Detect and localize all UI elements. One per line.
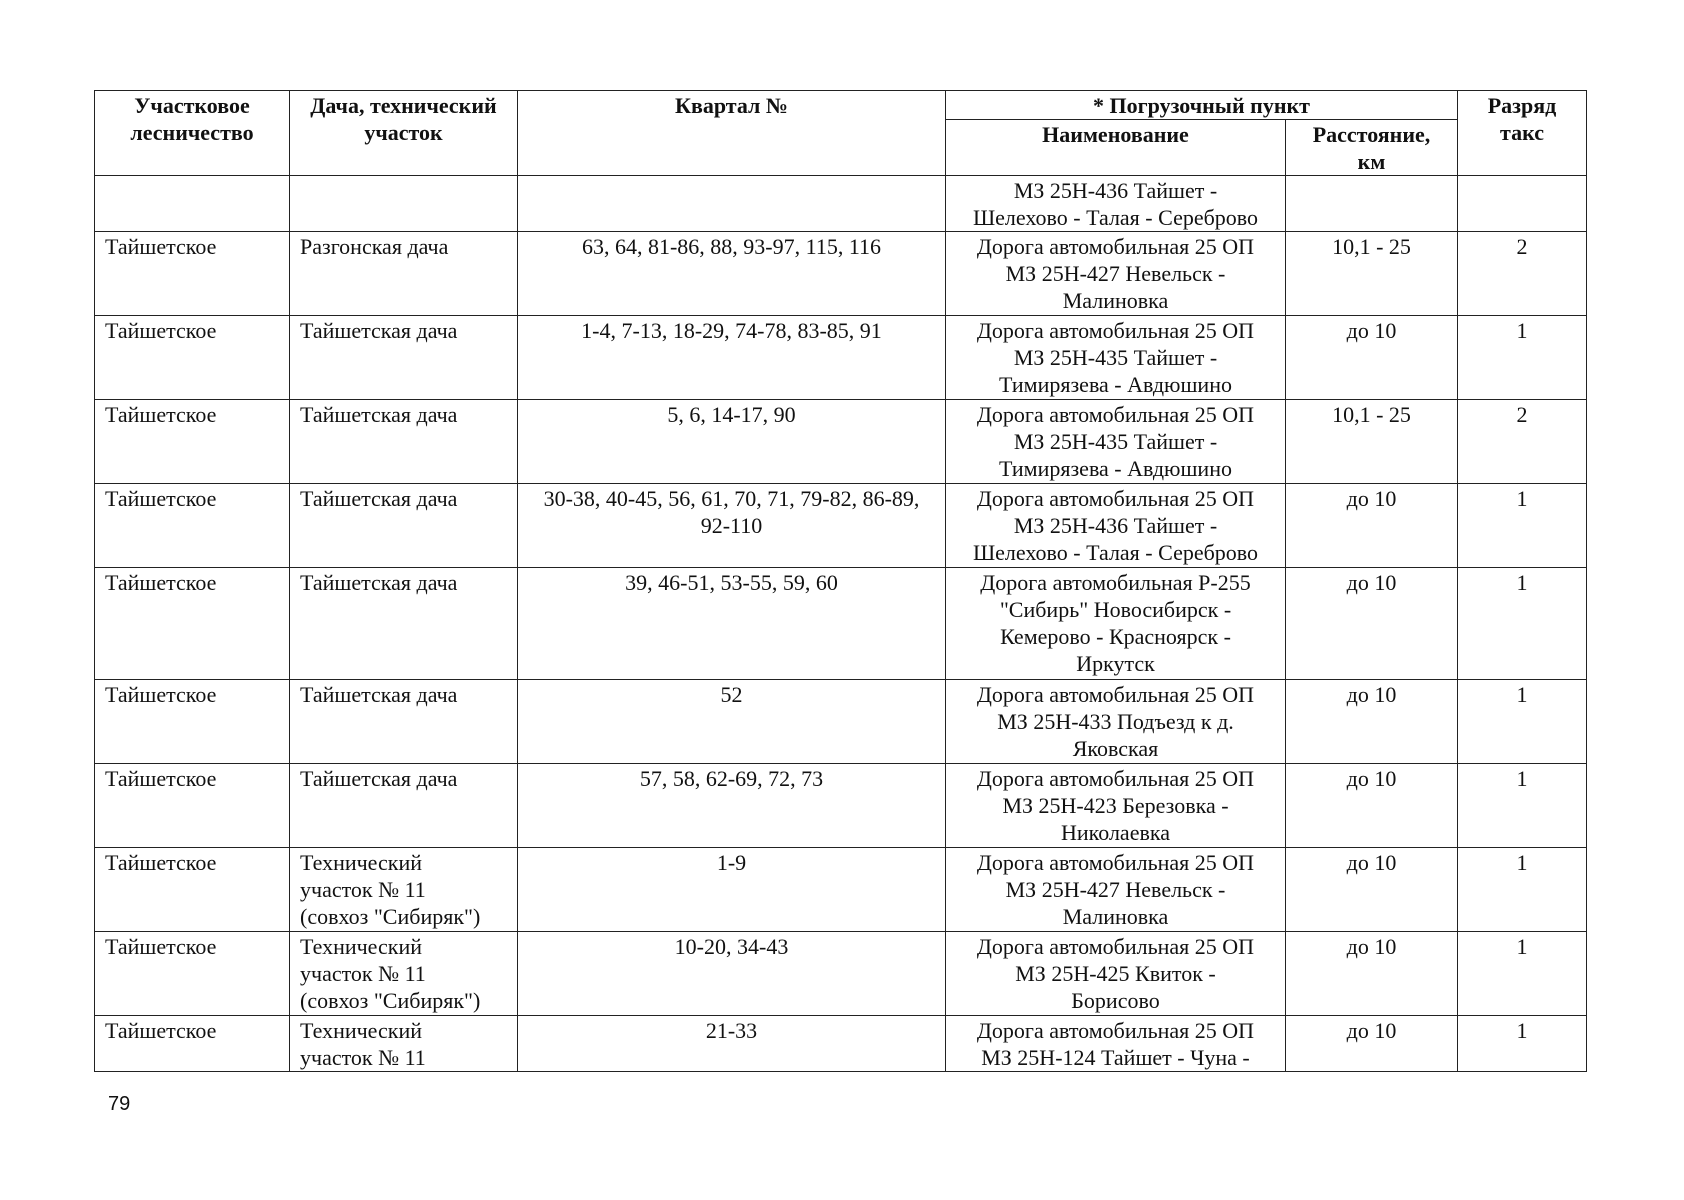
cell-name-line: Малиновка [1062,904,1169,929]
cell-name-line: МЗ 25Н-124 Тайшет - Чуна - [981,1045,1250,1070]
cell-dacha [290,484,518,568]
header-tax-class [1458,91,1587,176]
cell-distance: 10,1 - 25 [1286,400,1458,484]
cell-forestry: Тайшетское [95,1016,290,1072]
cell-dacha-line: Тайшетская дача [300,486,458,511]
header-tax-line: такс [1500,120,1544,145]
cell-kvartal: 39, 46-51, 53-55, 59, 60 [518,568,946,680]
cell-dacha-line: Тайшетская дача [300,766,458,791]
table-row [95,764,1587,848]
loading-points-table [94,90,1587,1072]
cell-kvartal: 1-9 [518,848,946,932]
cell-name [946,484,1286,568]
cell-dacha-line: Тайшетская дача [300,682,458,707]
cell-forestry: Тайшетское [95,568,290,680]
cell-name-line: Дорога автомобильная 25 ОП [976,486,1255,511]
header-distance-line: Расстояние, [1312,122,1431,147]
cell-name-line: МЗ 25Н-427 Невельск - [1005,877,1226,902]
table-row [95,848,1587,932]
cell-name-line: МЗ 25Н-435 Тайшет - [1013,429,1218,454]
cell-name [946,316,1286,400]
cell-forestry: Тайшетское [95,484,290,568]
cell-name-line: Кемерово - Красноярск - [1000,624,1231,649]
cell-name [946,176,1286,232]
table-body [95,176,1587,1072]
cell-name-line: Шелехово - Талая - Сереброво [972,540,1259,565]
cell-dacha [290,932,518,1016]
cell-name-line: Тимирязева - Авдюшино [999,372,1232,397]
cell-name [946,232,1286,316]
cell-dacha-line: участок № 11 [300,961,426,986]
cell-tax-class: 2 [1458,400,1587,484]
cell-distance: до 10 [1286,568,1458,680]
cell-dacha [290,176,518,232]
table-row [95,484,1587,568]
cell-tax-class: 1 [1458,568,1587,680]
cell-dacha-line: Технический [300,850,422,875]
cell-forestry [95,176,290,232]
cell-tax-class: 1 [1458,484,1587,568]
header-name: Наименование [946,120,1286,176]
cell-forestry: Тайшетское [95,764,290,848]
header-kvartal: Квартал № [518,91,946,176]
table-row [95,680,1587,764]
cell-name-line: Дорога автомобильная 25 ОП [976,766,1255,791]
table-row [95,232,1587,316]
cell-dacha-line: Технический [300,1018,422,1043]
cell-name [946,568,1286,680]
cell-distance [1286,176,1458,232]
cell-distance: до 10 [1286,932,1458,1016]
cell-dacha [290,232,518,316]
cell-distance: до 10 [1286,1016,1458,1072]
cell-kvartal: 52 [518,680,946,764]
cell-tax-class: 1 [1458,1016,1587,1072]
cell-name-line: Малиновка [1062,288,1169,313]
cell-kvartal: 10-20, 34-43 [518,932,946,1016]
cell-name-line: Борисово [1071,988,1160,1013]
cell-forestry: Тайшетское [95,400,290,484]
table-header [95,91,1587,176]
cell-name-line: МЗ 25Н-436 Тайшет - [1013,178,1218,203]
cell-distance: до 10 [1286,764,1458,848]
header-distance [1286,120,1458,176]
cell-kvartal: 57, 58, 62-69, 72, 73 [518,764,946,848]
table-row [95,316,1587,400]
cell-dacha [290,680,518,764]
cell-dacha-line: Тайшетская дача [300,318,458,343]
cell-name-line: Дорога автомобильная 25 ОП [976,682,1255,707]
cell-name-line: Николаевка [1061,820,1170,845]
table-row [95,400,1587,484]
cell-dacha [290,568,518,680]
cell-forestry: Тайшетское [95,232,290,316]
cell-name-line: Иркутск [1076,651,1155,676]
cell-name-line: МЗ 25Н-427 Невельск - [1005,261,1226,286]
cell-tax-class: 1 [1458,932,1587,1016]
cell-kvartal [518,176,946,232]
cell-tax-class: 2 [1458,232,1587,316]
cell-dacha-line: Технический [300,934,422,959]
cell-kvartal: 21-33 [518,1016,946,1072]
cell-kvartal: 30-38, 40-45, 56, 61, 70, 71, 79-82, 86-89, 92-110 [518,484,946,568]
cell-name-line: МЗ 25Н-423 Березовка - [1002,793,1229,818]
cell-name-line: МЗ 25Н-425 Квиток - [1015,961,1216,986]
cell-tax-class: 1 [1458,764,1587,848]
cell-dacha [290,848,518,932]
cell-tax-class: 1 [1458,316,1587,400]
header-dacha-line: Дача, технический [310,93,497,118]
cell-kvartal: 63, 64, 81-86, 88, 93-97, 115, 116 [518,232,946,316]
cell-distance: до 10 [1286,316,1458,400]
cell-name [946,400,1286,484]
header-forestry-line: лесничество [130,120,254,145]
cell-distance: до 10 [1286,848,1458,932]
cell-forestry: Тайшетское [95,932,290,1016]
cell-distance: до 10 [1286,484,1458,568]
cell-name [946,1016,1286,1072]
cell-name-line: Дорога автомобильная 25 ОП [976,934,1255,959]
cell-distance: 10,1 - 25 [1286,232,1458,316]
cell-dacha-line: (совхоз "Сибиряк") [300,904,481,929]
cell-dacha [290,400,518,484]
header-row-1 [95,91,1587,120]
cell-name-line: Дорога автомобильная 25 ОП [976,234,1255,259]
cell-forestry: Тайшетское [95,848,290,932]
cell-name [946,764,1286,848]
cell-kvartal: 5, 6, 14-17, 90 [518,400,946,484]
cell-dacha-line: Разгонская дача [300,234,449,259]
cell-dacha-line: Тайшетская дача [300,570,458,595]
cell-dacha-line: участок № 11 [300,1045,426,1070]
cell-name-line: МЗ 25Н-433 Подъезд к д. [997,709,1234,734]
header-dacha-line: участок [364,120,443,145]
cell-name-line: "Сибирь" Новосибирск - [999,597,1232,622]
table-row [95,568,1587,680]
cell-kvartal: 1-4, 7-13, 18-29, 74-78, 83-85, 91 [518,316,946,400]
cell-name [946,680,1286,764]
cell-forestry: Тайшетское [95,316,290,400]
cell-name-line: МЗ 25Н-435 Тайшет - [1013,345,1218,370]
cell-name-line: Яковская [1072,736,1159,761]
cell-dacha-line: Тайшетская дача [300,402,458,427]
cell-name [946,848,1286,932]
table-row [95,1016,1587,1072]
cell-distance: до 10 [1286,680,1458,764]
cell-dacha-line: (совхоз "Сибиряк") [300,988,481,1013]
header-tax-line: Разряд [1487,93,1557,118]
page-number: 79 [108,1093,131,1115]
header-distance-line: км [1357,149,1386,174]
cell-name [946,932,1286,1016]
header-forestry-line: Участковое [134,93,250,118]
cell-dacha [290,1016,518,1072]
cell-name-line: Тимирязева - Авдюшино [999,456,1232,481]
cell-name-line: Шелехово - Талая - Сереброво [972,205,1259,230]
cell-dacha-line: участок № 11 [300,877,426,902]
cell-tax-class [1458,176,1587,232]
cell-name-line: Дорога автомобильная 25 ОП [976,402,1255,427]
cell-forestry: Тайшетское [95,680,290,764]
cell-name-line: Дорога автомобильная 25 ОП [976,1018,1255,1043]
header-loading-point: * Погрузочный пункт [946,91,1458,120]
cell-tax-class: 1 [1458,680,1587,764]
cell-name-line: Дорога автомобильная Р-255 [980,570,1251,595]
table-row [95,176,1587,232]
cell-name-line: МЗ 25Н-436 Тайшет - [1013,513,1218,538]
cell-name-line: Дорога автомобильная 25 ОП [976,318,1255,343]
cell-dacha [290,316,518,400]
table-container [94,90,1586,1072]
cell-dacha [290,764,518,848]
header-dacha [290,91,518,176]
header-forestry [95,91,290,176]
table-row [95,932,1587,1016]
cell-name-line: Дорога автомобильная 25 ОП [976,850,1255,875]
cell-tax-class: 1 [1458,848,1587,932]
